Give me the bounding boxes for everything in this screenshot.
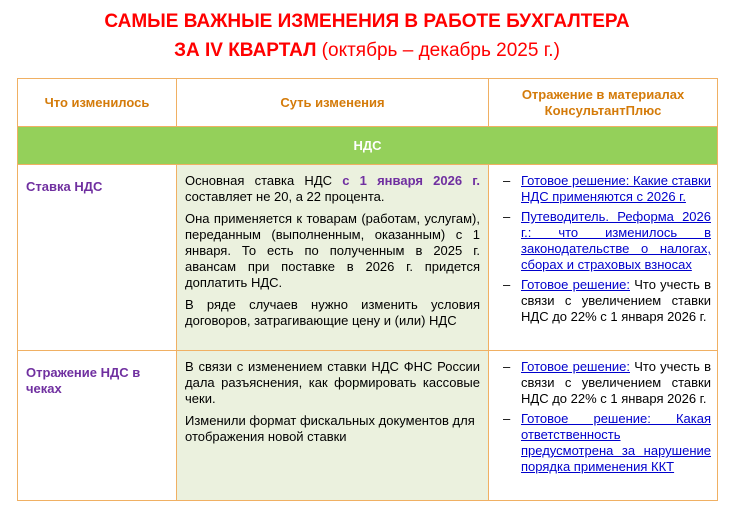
section-title-vat: НДС (18, 127, 718, 165)
list-item: – Готовое решение: Что учесть в связи с увеличением ставки НДС до 22% с 1 января 2026 г. (503, 359, 711, 406)
link-vat-22-percent[interactable]: Готовое решение: (521, 277, 630, 292)
title-line-1: САМЫЕ ВАЖНЫЕ ИЗМЕНЕНИЯ В РАБОТЕ БУХГАЛТЕРА (104, 11, 630, 32)
essence-paragraph: Изменили формат фискальных документов для отображения новой ставки (185, 413, 475, 444)
link-vat-rates-2026[interactable]: Готовое решение: Какие ставки НДС применяются с 2026 г. (521, 173, 711, 204)
title-period: (октябрь – декабрь 2025 г.) (316, 40, 560, 61)
title-quarter: ЗА IV КВАРТАЛ (174, 40, 317, 61)
essence-paragraph: Основная ставка НДС с 1 января 2026 г. составляет не 20, а 22 процента. (185, 173, 480, 204)
table-row (18, 351, 718, 501)
list-item: – Готовое решение: Что учесть в связи с увеличением ставки НДС до 22% с 1 января 2026 г. (503, 277, 711, 324)
header-what-changed: Что изменилось (18, 79, 177, 127)
changes-table (17, 78, 718, 501)
row-label-vat-rate: Ставка НДС (18, 165, 177, 351)
highlight-date: с 1 января 2026 г. (342, 173, 480, 188)
row-label-vat-receipts: Отражение НДС в чеках (18, 351, 177, 501)
table-header-row (18, 79, 718, 127)
section-row (18, 127, 718, 165)
row-links-vat-rate (489, 165, 718, 351)
list-item: – Путеводитель. Реформа 2026 г.: что изменилось в законодательстве о налогах, сборах и страховых взносах (503, 209, 711, 272)
essence-paragraph: В ряде случаев нужно изменить условия договоров, затрагивающие цену и (или) НДС (185, 297, 480, 328)
title-line-2 (0, 36, 734, 65)
list-item: – Готовое решение: Какие ставки НДС применяются с 2026 г. (503, 173, 711, 204)
link-kkt-liability[interactable]: Готовое решение: Какая ответственность предусмотрена за нарушение порядка применения ККТ (521, 411, 711, 474)
essence-paragraph: В связи с изменением ставки НДС ФНС России дала разъяснения, как формировать кассовые чеки. (185, 359, 480, 406)
header-essence: Суть изменения (177, 79, 489, 127)
row-links-vat-receipts (489, 351, 718, 501)
essence-paragraph: Она применяется к товарам (работам, услугам), переданным (выполненным, оказанным) с 1 января. То есть по полученным в 2025 г. авансам при поставке в 2026 г. придется доплатить НДС. (185, 211, 480, 290)
table-row (18, 165, 718, 351)
link-reform-2026-guide[interactable]: Путеводитель. Реформа 2026 г.: что изменилось в законодательстве о налогах, сборах и страховых взносах (521, 209, 711, 272)
link-vat-22-percent-receipts[interactable]: Готовое решение: (521, 359, 630, 374)
row-essence-vat-rate (177, 165, 489, 351)
page-title (0, 7, 734, 65)
header-reflection: Отражение в материалах КонсультантПлюс (489, 79, 718, 127)
list-item: – Готовое решение: Какая ответственность предусмотрена за нарушение порядка применения ККТ (503, 411, 711, 474)
row-essence-vat-receipts (177, 351, 489, 501)
